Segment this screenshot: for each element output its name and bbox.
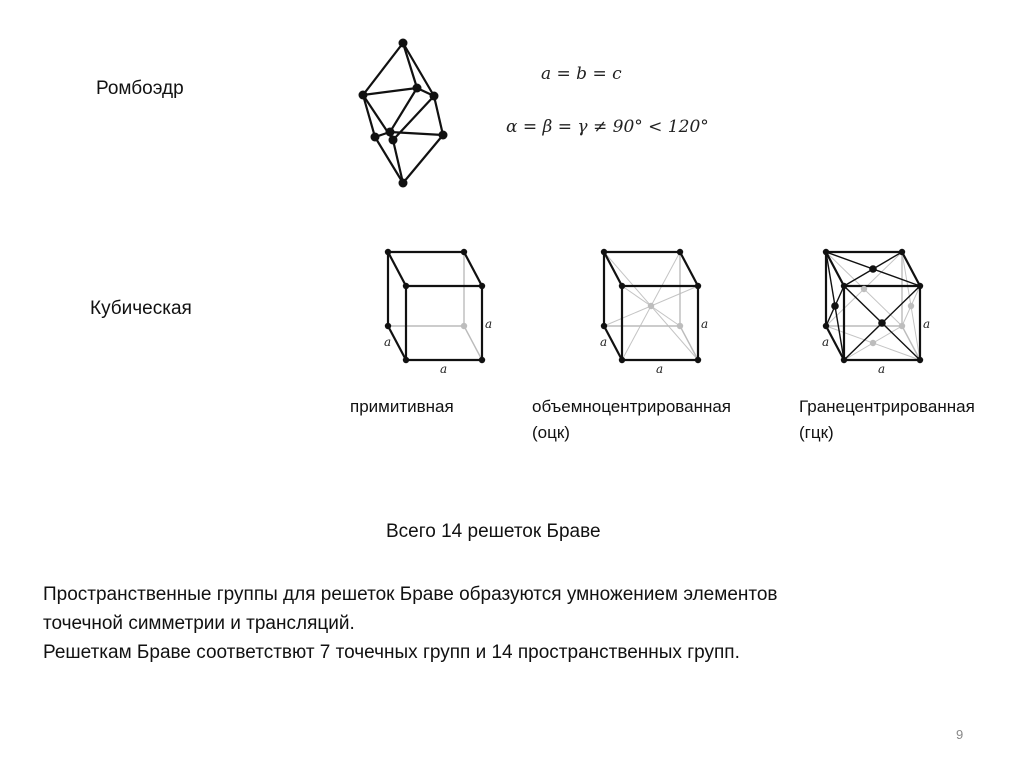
caption-bcc-abbr: (оцк) bbox=[532, 423, 570, 442]
primitive-cubic-diagram bbox=[378, 242, 498, 377]
edge-label-a: a bbox=[923, 317, 931, 331]
edge-label-a: a bbox=[822, 335, 830, 349]
caption-fcc-name: Гранецентрированная bbox=[799, 397, 975, 416]
fcc-cubic-diagram bbox=[816, 242, 941, 377]
primitive-hidden-edges bbox=[388, 252, 482, 360]
edge-label-a: a bbox=[384, 335, 392, 349]
paragraph-line: Решеткам Браве соответствют 7 точечных групп и 14 пространственных групп. bbox=[43, 642, 740, 663]
caption-fcc bbox=[799, 394, 975, 446]
rhombohedron-diagram bbox=[350, 35, 450, 195]
edge-label-a: a bbox=[656, 362, 664, 376]
bcc-center-atom bbox=[648, 303, 654, 309]
caption-fcc-abbr: (гцк) bbox=[799, 423, 834, 442]
edge-label-a: a bbox=[878, 362, 886, 376]
fcc-left-face-atom bbox=[831, 302, 839, 310]
page-number: 9 bbox=[956, 727, 964, 742]
paragraph-line: точечной симметрии и трансляций. bbox=[43, 613, 355, 634]
paragraph-line: Пространственные группы для решеток Браве образуются умножением элементов bbox=[43, 584, 778, 605]
primitive-nodes bbox=[385, 249, 485, 363]
cubic-title: Кубическая bbox=[90, 298, 192, 319]
formula-lengths: a = b = c bbox=[541, 64, 622, 84]
rhombohedron-edges bbox=[363, 43, 443, 183]
formula-angles: α = β = γ ≠ 90° < 120° bbox=[506, 117, 709, 137]
rhombohedron-nodes bbox=[359, 39, 448, 188]
description-paragraph bbox=[43, 580, 1003, 667]
edge-label-a: a bbox=[440, 362, 448, 376]
caption-primitive-name: примитивная bbox=[350, 397, 454, 416]
caption-bcc bbox=[532, 394, 731, 446]
rhombohedral-title: Ромбоэдр bbox=[96, 78, 184, 99]
fcc-back-face-atom bbox=[861, 286, 867, 292]
caption-bcc-name: объемноцентрированная bbox=[532, 397, 732, 416]
fcc-front-face-atom bbox=[878, 319, 886, 327]
edge-label-a: a bbox=[701, 317, 709, 331]
fcc-right-face-atom bbox=[908, 303, 914, 309]
fcc-nodes bbox=[823, 249, 923, 363]
primitive-edges bbox=[388, 252, 482, 360]
fcc-top-face-atom bbox=[869, 265, 877, 273]
total-bravais: Всего 14 решеток Браве bbox=[386, 521, 601, 542]
edge-label-a: a bbox=[600, 335, 608, 349]
edge-label-a: a bbox=[485, 317, 493, 331]
bcc-cubic-diagram bbox=[594, 242, 714, 377]
caption-primitive bbox=[350, 394, 454, 420]
fcc-bottom-face-atom bbox=[870, 340, 876, 346]
